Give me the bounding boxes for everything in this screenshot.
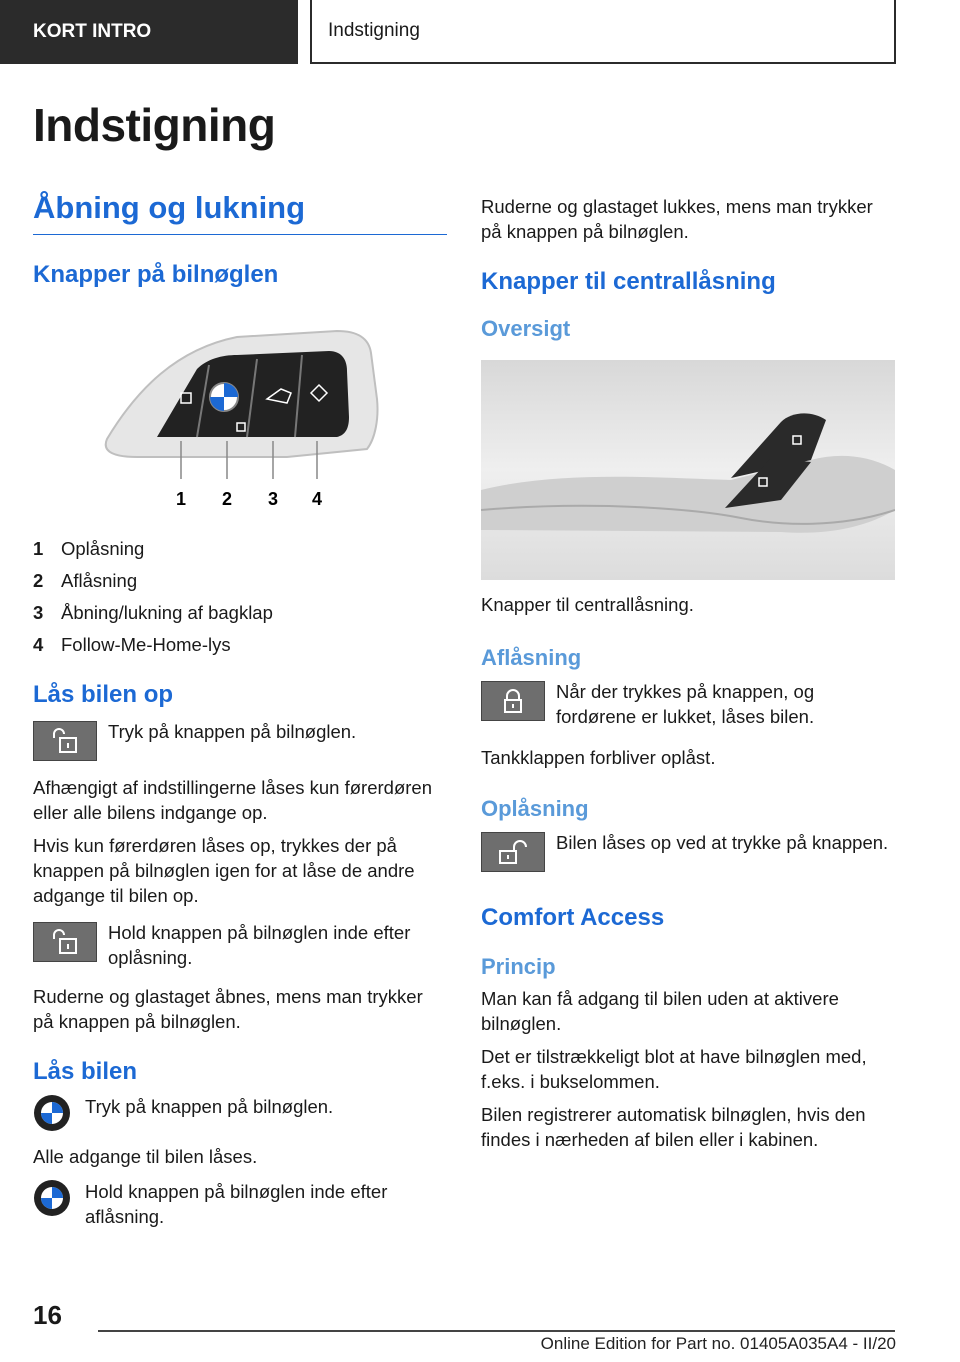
lock-heading: Aflåsning (481, 645, 582, 670)
list-item: 2 Aflåsning (33, 570, 138, 591)
chapter-tab[interactable]: Indstigning (310, 0, 896, 64)
footer-divider (98, 1330, 895, 1332)
bmw-logo-icon (33, 1179, 71, 1217)
comfort-access-heading: Comfort Access (481, 904, 665, 931)
paragraph: Ruderne og glastaget åbnes, mens man trykker på knappen på bilnøglen. (33, 986, 423, 1032)
list-item: 1 Oplåsning (33, 538, 145, 559)
lock-button-text: Når der trykkes på knappen, og fordørene er lukket, låses bilen. (556, 681, 815, 727)
lock-icon (481, 681, 545, 721)
left-column (33, 190, 447, 1229)
principle-heading: Princip (481, 954, 556, 979)
paragraph: Bilen registrerer automatisk bilnøglen, hvis den findes i nærheden af bilen eller i kabinen. (481, 1104, 866, 1150)
unlock-hold-text: Hold knappen på bilnøglen inde efter oplåsning. (108, 922, 411, 968)
key-callout-1: 1 (175, 489, 187, 509)
key-callout-3: 3 (267, 489, 279, 509)
paragraph: Man kan få adgang til bilen uden at aktivere bilnøglen. (481, 988, 839, 1034)
unlock-heading: Lås bilen op (33, 681, 174, 708)
unlock-heading: Oplåsning (481, 796, 589, 821)
unlock-button-text: Bilen låses op ved at trykke på knappen. (556, 832, 889, 853)
page-title: Indstigning (33, 99, 276, 151)
unlock-instruction-text: Tryk på knappen på bilnøglen. (108, 721, 357, 742)
bmw-logo-icon (33, 1094, 71, 1132)
lock-heading: Lås bilen (33, 1058, 138, 1085)
central-locking-heading: Knapper til centrallåsning (481, 268, 776, 295)
list-item: 3 Åbning/lukning af bagklap (33, 602, 273, 623)
paragraph: Afhængigt af indstillingerne låses kun førerdøren eller alle bilens indgange op. (33, 777, 432, 823)
section-heading: Åbning og lukning (33, 190, 447, 235)
page-number: 16 (33, 1300, 62, 1330)
paragraph: Hvis kun førerdøren låses op, trykkes der på knappen på bilnøglen igen for at låse de andre adgange til bilen op. (33, 835, 415, 906)
section-tab[interactable]: KORT INTRO (0, 0, 298, 64)
lock-hold-instruction (33, 1179, 447, 1229)
key-callout-2: 2 (221, 489, 233, 509)
door-buttons-image (481, 360, 895, 580)
list-item: 4 Follow-Me-Home-lys (33, 634, 231, 655)
key-fob-image (97, 329, 397, 519)
unlock-icon (33, 721, 97, 761)
lock-button-instruction (481, 679, 895, 729)
paragraph: Ruderne og glastaget lukkes, mens man trykker på knappen på bilnøglen. (481, 196, 873, 242)
image-caption: Knapper til centrallåsning. (481, 594, 694, 615)
unlock-button-instruction (481, 830, 895, 872)
right-column (481, 194, 895, 1152)
lock-hold-text: Hold knappen på bilnøglen inde efter aflåsning. (85, 1181, 388, 1227)
unlock-instruction (33, 719, 447, 761)
paragraph: Alle adgange til bilen låses. (33, 1146, 258, 1167)
key-callout-4: 4 (311, 489, 323, 509)
unlock-icon (481, 832, 545, 872)
lock-instruction-text: Tryk på knappen på bilnøglen. (85, 1096, 334, 1117)
edition-note: Online Edition for Part no. 01405A035A4 - II/20 (540, 1334, 896, 1353)
paragraph: Det er tilstrækkeligt blot at have bilnøglen med, f.eks. i bukselommen. (481, 1046, 867, 1092)
key-buttons-heading: Knapper på bilnøglen (33, 261, 279, 288)
unlock-hold-instruction (33, 920, 447, 970)
unlock-icon (33, 922, 97, 962)
overview-heading: Oversigt (481, 316, 571, 341)
lock-instruction (33, 1094, 447, 1132)
paragraph: Tankklappen forbliver oplåst. (481, 747, 716, 768)
key-legend (33, 533, 447, 661)
